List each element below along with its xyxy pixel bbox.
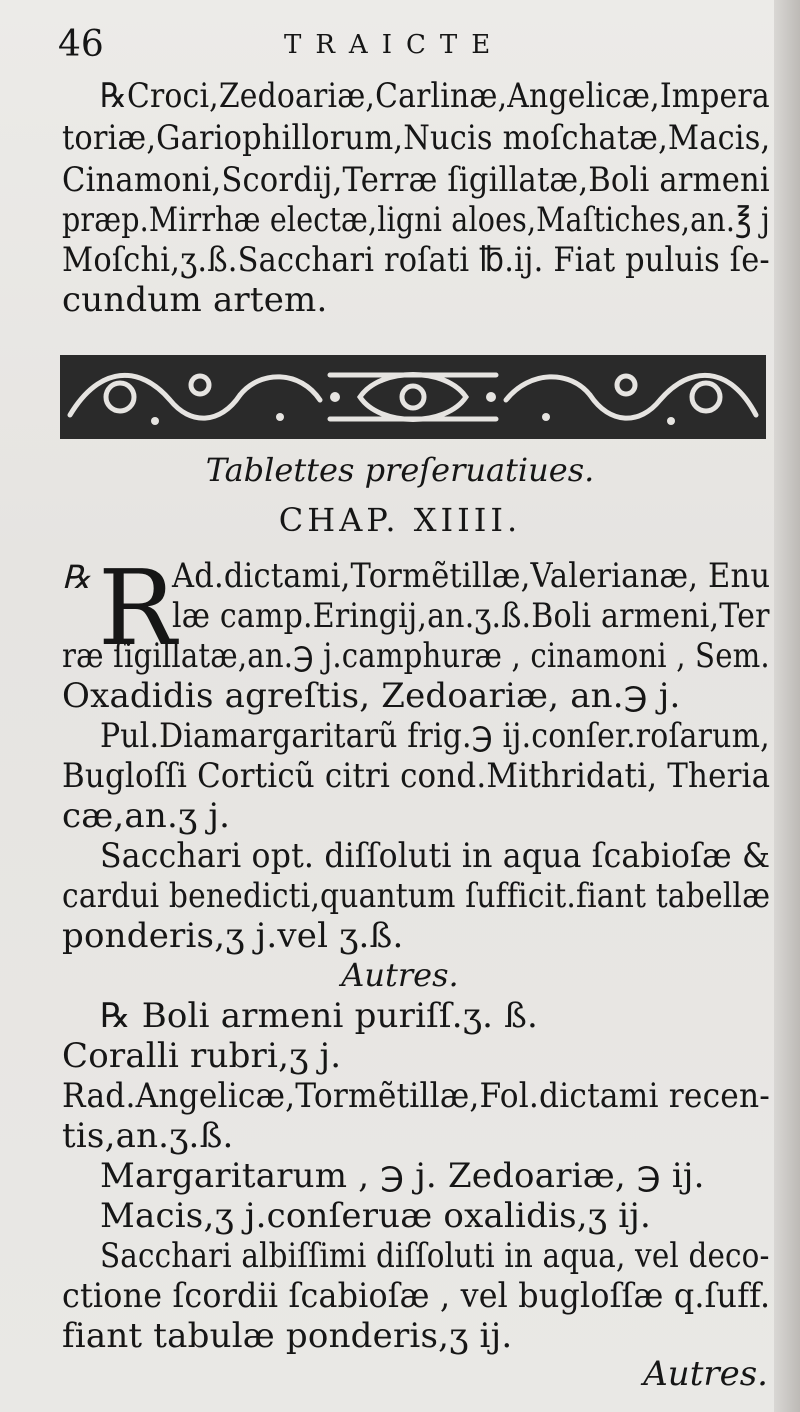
text-line: Bugloſſi Corticũ citri cond.Mithridati, Theria [62, 756, 771, 796]
text-line: Oxadidis agreſtis, Zedoariæ, an.℈ j. [62, 676, 681, 716]
chapter-heading: CHAP. XIIII. [278, 501, 522, 539]
text-line: toriæ,Gariophillorum,Nucis moſchatæ,Macis, [62, 118, 771, 158]
autres-heading: Autres. [341, 956, 459, 994]
text-line: præp.Mirrhæ electæ,ligni aloes,Maſtiches,an.℥ j [62, 200, 770, 240]
section-title: Tablettes preſeruatiues. [205, 451, 595, 489]
running-head: TRAICTE [284, 30, 505, 60]
text-line: cæ,an.ʒ j. [62, 796, 231, 836]
text-line: Sacchari albiſſimi diſſoluti in aqua, vel deco- [100, 1236, 770, 1276]
text-line: Moſchi,ʒ.ß.Sacchari roſati ℔.ij. Fiat puluis ſe- [62, 240, 770, 280]
text-line: cundum artem. [62, 280, 328, 320]
text-line: ponderis,ʒ j.vel ʒ.ß. [62, 916, 404, 956]
text-line: cardui benedicti,quantum ſufficit.fiant tabellæ [62, 876, 771, 916]
text-line: Rad.Angelicæ,Tormẽtillæ,Fol.dictami recen- [62, 1076, 771, 1116]
text-line: Cinamoni,Scordij,Terræ ſigillatæ,Boli armeni [62, 160, 770, 200]
text-line: læ camp.Eringij,an.ʒ.ß.Boli armeni,Ter [172, 596, 770, 636]
page-binding-edge [774, 0, 800, 1412]
text-line: Ad.dictami,Tormẽtillæ,Valerianæ, Enu [172, 556, 771, 596]
catchword-autres: Autres. [643, 1354, 768, 1394]
text-line: ræ ſigillatæ,an.℈ j.camphuræ , cinamoni , Sem. [62, 636, 770, 676]
drop-cap: R [98, 547, 177, 669]
recipe-symbol: ℞ [62, 558, 91, 596]
text-line: Sacchari opt. diſſoluti in aqua ſcabioſæ & [100, 836, 771, 876]
text-line: Coralli rubri,ʒ j. [62, 1036, 342, 1076]
ornament-headband [60, 355, 766, 439]
text-line: ctione ſcordii ſcabioſæ , vel bugloſſæ q.ſuff. [62, 1276, 771, 1316]
text-line: ℞Croci,Zedoariæ,Carlinæ,Angelicæ,Impera [100, 76, 770, 116]
page-number: 46 [58, 24, 104, 65]
text-line: fiant tabulæ ponderis,ʒ ij. [62, 1316, 513, 1356]
text-line: Pul.Diamargaritarũ frig.℈ ij.conſer.roſarum, [100, 716, 770, 756]
text-line: Margaritarum , ℈ j. Zedoariæ, ℈ ij. [100, 1156, 705, 1196]
text-line: ℞ Boli armeni puriſſ.ʒ. ß. [100, 996, 539, 1036]
text-line: tis,an.ʒ.ß. [62, 1116, 234, 1156]
text-line: Macis,ʒ j.conſeruæ oxalidis,ʒ ij. [100, 1196, 652, 1236]
page-header [58, 24, 758, 74]
